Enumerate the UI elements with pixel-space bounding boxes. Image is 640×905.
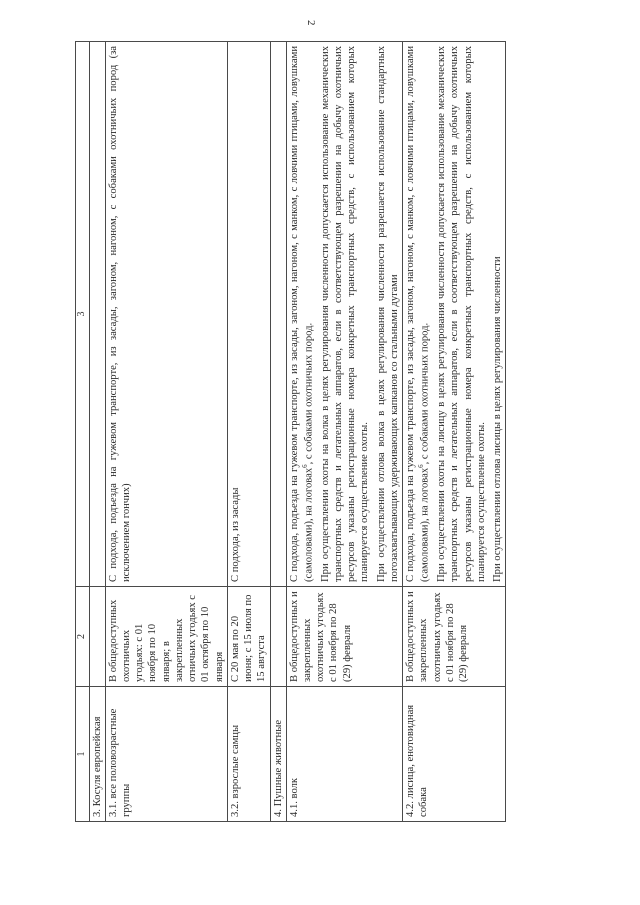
period-cell: С 20 мая по 20 июня; с 15 июля по 15 августа bbox=[227, 587, 270, 687]
section-row-fur-animals bbox=[270, 42, 286, 822]
section-label: 4. Пушные животные bbox=[270, 687, 286, 822]
species-cell: 3.2. взрослые самцы bbox=[227, 687, 270, 822]
method-text: При осуществлении отлова лисицы в целях регулирования численности bbox=[492, 256, 504, 582]
header-col-3: 3 bbox=[76, 42, 90, 587]
method-text: С подхода, подъезда на гужевом транспорте, из засады, загоном, нагоном, с собаками охотничьих пород (за исключением гончих) bbox=[107, 46, 132, 582]
section-row-roe-deer bbox=[89, 42, 105, 822]
method-cell bbox=[105, 42, 227, 587]
method-text: С подхода, из засады bbox=[229, 487, 241, 582]
table-row bbox=[227, 42, 270, 822]
period-cell: В общедоступных охотничьих угодьях: с 01 ноября по 10 января; в закрепленных отничьих угодьях с 01 октября по 10 января bbox=[105, 587, 227, 687]
method-cell bbox=[286, 42, 402, 587]
period-cell: В общедоступных и закрепленных охотничьих угодьях с 01 ноября по 28 (29) февраля bbox=[403, 587, 506, 687]
method-text-tail: , с собаками охотничьих пород. bbox=[419, 322, 431, 465]
species-cell: 4.1. волк bbox=[286, 687, 402, 822]
method-text: С подхода, подъезда на гужевом транспорте, из засады, загоном, нагоном, с манком, с ловчими птицами, ловушками (самоловами), на логовах bbox=[288, 46, 315, 582]
species-cell: 4.2. лисица, енотовидная собака bbox=[403, 687, 506, 822]
method-text: При осуществлении отлова волка в целях регулирования численности разрешается использование стандартных погозахватывающих удерживающих капканов со стальными дугами bbox=[375, 46, 400, 582]
method-text: При осуществлении охоты на лисицу в целях регулирования численности допускается использование механических транспортных средств и летательных аппаратов, если в соответствующем разрешении на добычу охотничьих ресурсов указаны регистрационные номера конкретных транспортных средств, с использованием которых планируется осуществление охоты. bbox=[436, 46, 487, 582]
method-text-tail: , с собаками охотничьих пород. bbox=[303, 322, 315, 465]
method-text: С подхода, подъезда на гужевом транспорте, из засады, загоном, нагоном, с манком, с ловчими птицами, ловушками (самоловами), на логовах bbox=[405, 46, 431, 582]
table-row bbox=[105, 42, 227, 822]
method-cell bbox=[227, 42, 270, 587]
method-text: При осуществлении охоты на волка в целях регулирования численности допускается использование механических транспортных средств и летательных аппаратов, если в соответствующем разрешении на добычу охотничьих ресурсов указаны регистрационные номера конкретных транспортных средств, с использованием которых планируется осуществление охоты. bbox=[319, 46, 371, 582]
table-header-row bbox=[76, 42, 90, 822]
rotated-table-container bbox=[75, 42, 603, 822]
hunting-seasons-table bbox=[75, 41, 506, 822]
table-row bbox=[403, 42, 506, 822]
species-cell: 3.1. все половозрастные группы bbox=[105, 687, 227, 822]
period-cell: В общедоступных и закрепленных охотничьих угодьях с 01 ноября по 28 (29) февраля bbox=[286, 587, 402, 687]
table-row bbox=[286, 42, 402, 822]
header-col-2: 2 bbox=[76, 587, 90, 687]
footnote-marker: 6 bbox=[301, 464, 310, 468]
footnote-marker: 6 bbox=[417, 464, 426, 468]
header-col-1: 1 bbox=[76, 687, 90, 822]
section-label: 3. Косуля европейская bbox=[89, 687, 105, 822]
method-cell bbox=[403, 42, 506, 587]
page-number: 2 bbox=[305, 20, 317, 26]
